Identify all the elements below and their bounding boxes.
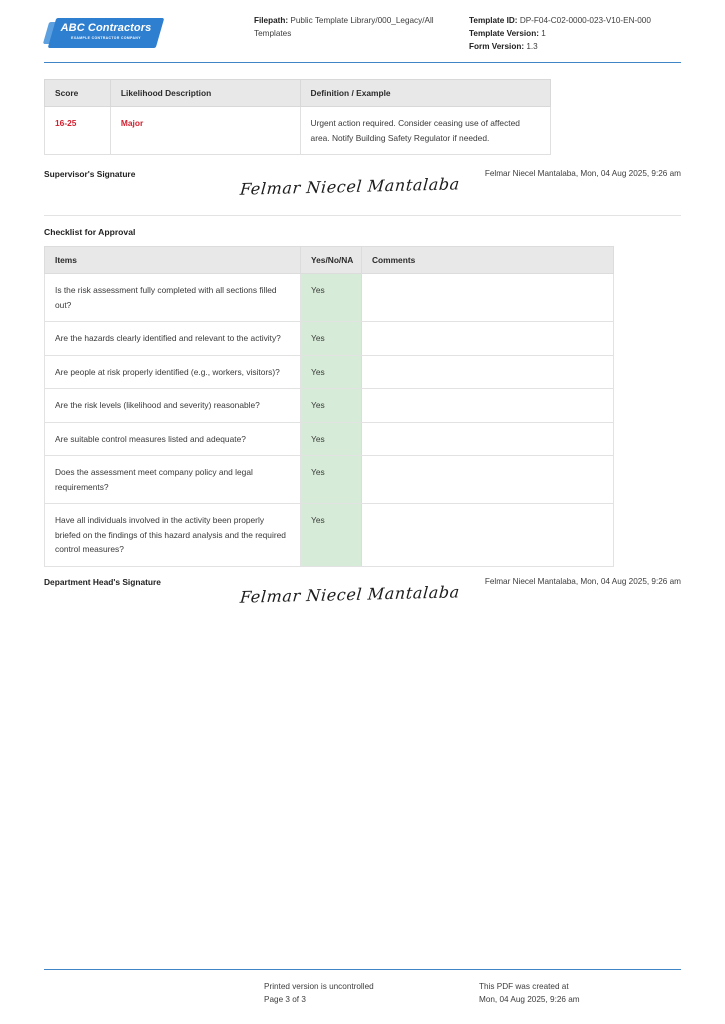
- template-meta-block: [469, 14, 681, 53]
- form-version-row: [469, 40, 681, 53]
- checklist-body: [45, 274, 614, 567]
- items-col-header: Items: [45, 247, 301, 274]
- likelihood-col-header: Likelihood Description: [110, 80, 300, 107]
- logo-banner-shape: [52, 18, 160, 48]
- score-value: 16-25: [45, 107, 111, 155]
- checklist-comment-cell[interactable]: [362, 355, 614, 389]
- table-row: [45, 422, 614, 456]
- checklist-answer-cell[interactable]: Yes: [301, 355, 362, 389]
- table-row: [45, 274, 614, 322]
- department-head-signature-block: [44, 577, 681, 621]
- form-version-label: Form Version:: [469, 42, 525, 51]
- company-logo: [44, 14, 254, 48]
- checklist-answer-cell[interactable]: Yes: [301, 456, 362, 504]
- checklist-comment-cell[interactable]: [362, 422, 614, 456]
- table-row: [45, 322, 614, 356]
- checklist-item-text: Is the risk assessment fully completed with all sections filled out?: [45, 274, 301, 322]
- logo-tagline: EXAMPLE CONTRACTOR COMPANY: [71, 36, 141, 40]
- template-id-value: DP-F04-C02-0000-023-V10-EN-000: [519, 16, 651, 25]
- checklist-item-text: Have all individuals involved in the activity been properly briefed on the findings of this hazard analysis and the required control measures?: [45, 504, 301, 567]
- checklist-comment-cell[interactable]: [362, 274, 614, 322]
- table-row: [45, 456, 614, 504]
- department-head-signature-image: Felmar Niecel Mantalaba: [239, 581, 461, 607]
- header-divider: [44, 62, 681, 63]
- form-version-value: 1.3: [526, 42, 538, 51]
- approval-checklist-table: [44, 246, 614, 567]
- score-table-header-row: [45, 80, 551, 107]
- template-version-label: Template Version:: [469, 29, 539, 38]
- pdf-created-label: This PDF was created at: [479, 982, 569, 991]
- footer-pdf-created-block: [479, 980, 681, 1006]
- likelihood-description-value: Major: [110, 107, 300, 155]
- checklist-comment-cell[interactable]: [362, 322, 614, 356]
- score-col-header: Score: [45, 80, 111, 107]
- filepath-label: Filepath:: [254, 16, 289, 25]
- checklist-answer-cell[interactable]: Yes: [301, 274, 362, 322]
- definition-value: Urgent action required. Consider ceasing use of affected area. Notify Building Safety Regulator if needed.: [300, 107, 550, 155]
- supervisor-section-divider: [44, 215, 681, 216]
- department-head-signature-meta: Felmar Niecel Mantalaba, Mon, 04 Aug 2025, 9:26 am: [484, 576, 681, 586]
- risk-score-table: [44, 79, 551, 155]
- printed-version-notice: Printed version is uncontrolled: [264, 982, 374, 991]
- department-head-signature-label: Department Head's Signature: [44, 576, 161, 587]
- checklist-item-text: Does the assessment meet company policy and legal requirements?: [45, 456, 301, 504]
- supervisor-signature-image: Felmar Niecel Mantalaba: [239, 174, 461, 199]
- filepath-block: [254, 14, 469, 40]
- checklist-title: Checklist for Approval: [44, 227, 136, 237]
- page-footer: [44, 969, 681, 1006]
- definition-col-header: Definition / Example: [300, 80, 550, 107]
- logo-company-name: ABC Contractors: [60, 22, 152, 34]
- supervisor-signature-block: [44, 169, 681, 213]
- table-row: [45, 504, 614, 567]
- checklist-item-text: Are the risk levels (likelihood and severity) reasonable?: [45, 389, 301, 423]
- page-header: [44, 0, 681, 56]
- template-id-row: [469, 14, 681, 27]
- filepath-value: Public Template Library/000_Legacy/All Templates: [254, 16, 434, 38]
- checklist-header-row: [45, 247, 614, 274]
- checklist-item-text: Are suitable control measures listed and adequate?: [45, 422, 301, 456]
- footer-print-notice-block: [264, 980, 479, 1006]
- checklist-answer-cell[interactable]: Yes: [301, 504, 362, 567]
- table-row: [45, 107, 551, 155]
- table-row: [45, 389, 614, 423]
- footer-left-spacer: [44, 980, 264, 1006]
- answer-col-header: Yes/No/NA: [301, 247, 362, 274]
- template-id-label: Template ID:: [469, 16, 518, 25]
- checklist-answer-cell[interactable]: Yes: [301, 422, 362, 456]
- checklist-item-text: Are the hazards clearly identified and relevant to the activity?: [45, 322, 301, 356]
- pdf-created-value: Mon, 04 Aug 2025, 9:26 am: [479, 995, 580, 1004]
- footer-divider: [44, 969, 681, 970]
- supervisor-signature-label: Supervisor's Signature: [44, 169, 136, 179]
- page-number: Page 3 of 3: [264, 995, 306, 1004]
- table-row: [45, 355, 614, 389]
- supervisor-signature-meta: Felmar Niecel Mantalaba, Mon, 04 Aug 2025, 9:26 am: [484, 169, 681, 178]
- template-version-value: 1: [541, 29, 546, 38]
- checklist-item-text: Are people at risk properly identified (e.g., workers, visitors)?: [45, 355, 301, 389]
- checklist-answer-cell[interactable]: Yes: [301, 322, 362, 356]
- checklist-answer-cell[interactable]: Yes: [301, 389, 362, 423]
- checklist-comment-cell[interactable]: [362, 456, 614, 504]
- comments-col-header: Comments: [362, 247, 614, 274]
- checklist-comment-cell[interactable]: [362, 389, 614, 423]
- template-version-row: [469, 27, 681, 40]
- checklist-comment-cell[interactable]: [362, 504, 614, 567]
